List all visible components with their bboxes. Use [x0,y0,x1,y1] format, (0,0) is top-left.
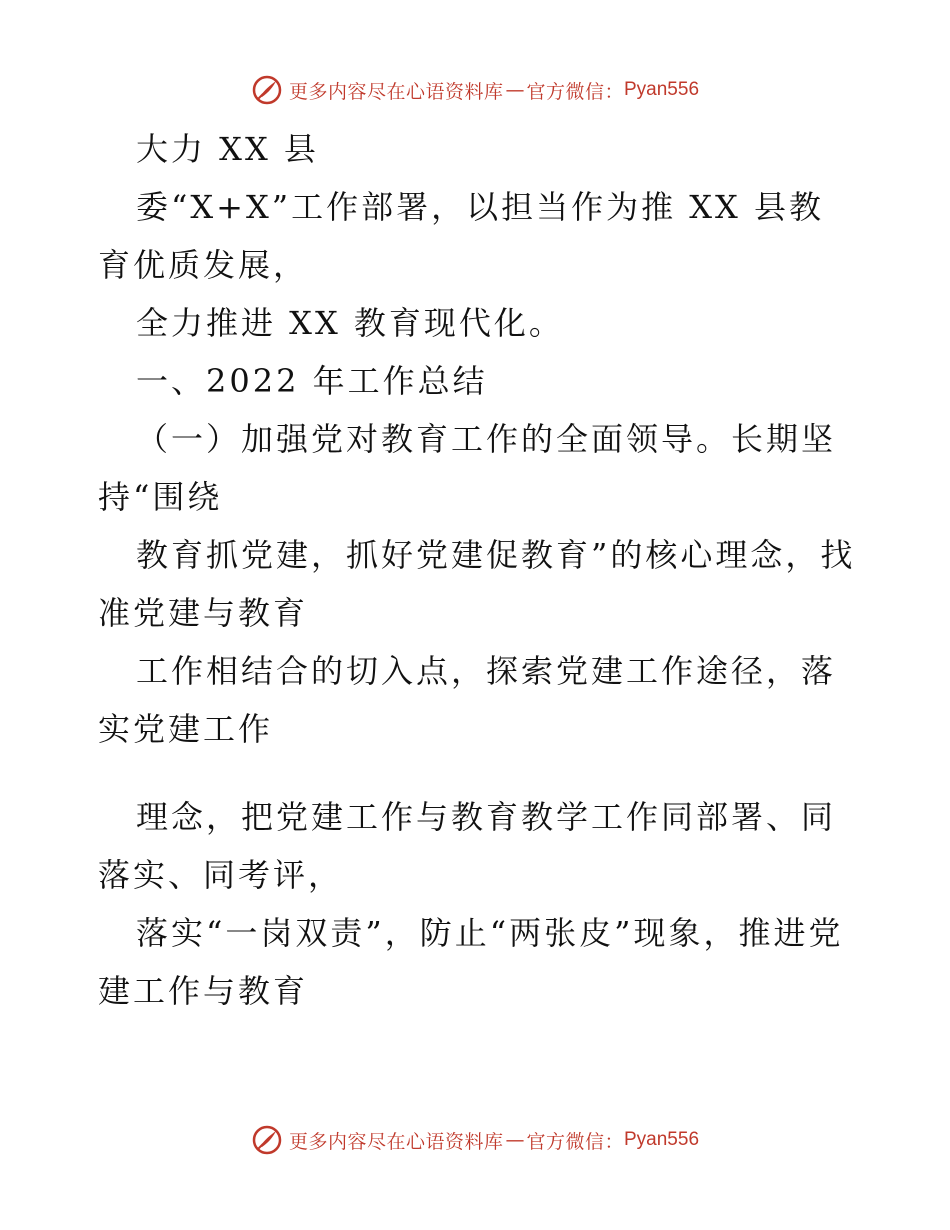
watermark-label: 官方微信： [526,80,624,103]
paragraph: 工作相结合的切入点，探索党建工作途径，落实党建工作 [98,652,837,748]
watermark-text: 更多内容尽在心语资料库 [288,80,504,103]
watermark-text: 更多内容尽在心语资料库 [288,1130,504,1153]
paragraph: 教育抓党建，抓好党建促教育”的核心理念，找准党建与教育 [98,536,856,632]
document-body [98,120,858,1020]
paragraph: 委“X+X”工作部署，以担当作为推 XX 县教育优质发展， [98,188,825,284]
paragraph-gap [98,758,858,788]
paragraph: 落实“一岗双责”，防止“两张皮”现象，推进党建工作与教育 [98,914,844,1010]
paragraph: 大力 XX 县 [136,130,319,168]
paragraph: 理念，把党建工作与教育教学工作同部署、同落实、同考评， [98,798,837,894]
quill-circle-icon [251,74,283,106]
watermark-header [0,70,950,110]
watermark-id: Pyan556 [624,1129,700,1150]
watermark-separator: — [505,79,525,101]
paragraph: 全力推进 XX 教育现代化。 [136,304,564,342]
watermark-separator: — [505,1129,525,1151]
watermark-id: Pyan556 [624,79,700,100]
quill-circle-icon [251,1124,283,1156]
section-heading: 一、2022 年工作总结 [136,362,488,400]
watermark-label: 官方微信： [526,1130,624,1153]
watermark-footer [0,1120,950,1160]
paragraph: （一）加强党对教育工作的全面领导。长期坚持“围绕 [98,420,837,516]
